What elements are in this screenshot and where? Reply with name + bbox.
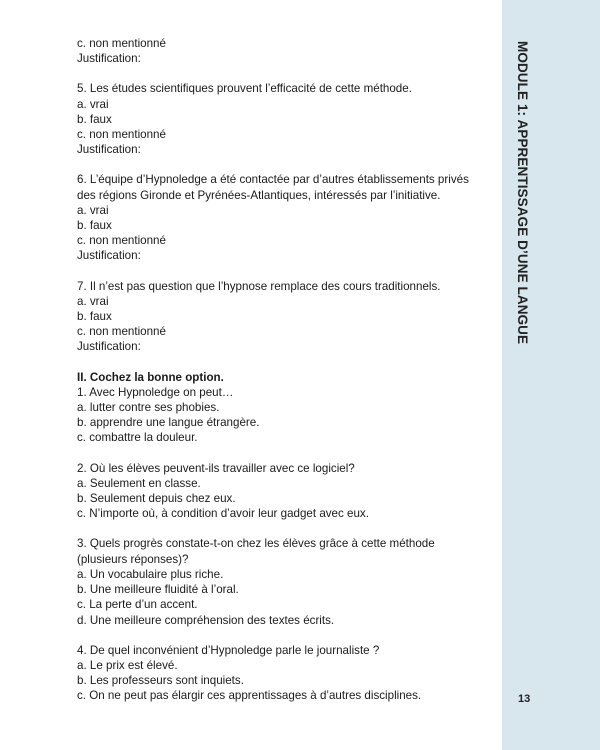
option-a: a. vrai	[77, 294, 109, 308]
option-b: b. Seulement depuis chez eux.	[77, 492, 236, 506]
question-6: 6. L’équipe d’Hypnoledge a été contactée par d’autres établissements privés des régions Gironde et Pyrénées-Atlantiques, intéressés par l’initiative.	[77, 173, 469, 202]
option-a: a. Seulement en classe.	[77, 476, 201, 490]
module-title: MODULE 1: APPRENTISSAGE D’UNE LANGUE	[515, 41, 530, 345]
question-2: 2. Où les élèves peuvent-ils travailler avec ce logiciel?	[77, 461, 355, 475]
option-d: d. Une meilleure compréhension des textes écrits.	[77, 613, 335, 627]
option-c: c. La perte d’un accent.	[77, 598, 198, 612]
option-a: a. Un vocabulaire plus riche.	[77, 567, 224, 581]
option-c: c. On ne peut pas élargir ces apprentissages à d’autres disciplines.	[77, 689, 422, 703]
option-b: b. faux	[77, 112, 112, 126]
option-c: c. N’importe où, à condition d’avoir leur gadget avec eux.	[77, 507, 369, 521]
option-a: a. Le prix est élevé.	[77, 658, 178, 672]
option-b: b. Les professeurs sont inquiets.	[77, 674, 244, 688]
option-c: c. non mentionné	[77, 37, 166, 50]
option-a: a. vrai	[77, 97, 109, 111]
option-b: b. Une meilleure fluidité à l’oral.	[77, 583, 239, 597]
option-a: a. lutter contre ses phobies.	[77, 401, 220, 415]
option-c: c. non mentionné	[77, 128, 166, 142]
option-b: b. apprendre une langue étrangère.	[77, 416, 260, 430]
question-1: 1. Avec Hypnoledge on peut…	[77, 385, 234, 399]
option-c: c. non mentionné	[77, 234, 166, 248]
page-number: 13	[518, 693, 531, 705]
justification-label: Justification:	[77, 249, 141, 263]
section-heading: II. Cochez la bonne option.	[77, 370, 224, 384]
option-c: c. non mentionné	[77, 325, 166, 339]
option-c: c. combattre la douleur.	[77, 431, 198, 445]
justification-label: Justification:	[77, 143, 141, 157]
question-3: 3. Quels progrès constate-t-on chez les élèves grâce à cette méthode (plusieurs réponses)?	[77, 537, 435, 566]
option-b: b. faux	[77, 219, 112, 233]
question-4: 4. De quel inconvénient d’Hypnoledge parle le journaliste ?	[77, 643, 380, 657]
exercise-content	[77, 36, 477, 704]
justification-label: Justification:	[77, 340, 141, 354]
option-a: a. vrai	[77, 203, 109, 217]
question-7: 7. Il n’est pas question que l’hypnose remplace des cours traditionnels.	[77, 279, 441, 293]
question-5: 5. Les études scientifiques prouvent l’efficacité de cette méthode.	[77, 82, 412, 96]
justification-label: Justification:	[77, 52, 141, 66]
option-b: b. faux	[77, 310, 112, 324]
